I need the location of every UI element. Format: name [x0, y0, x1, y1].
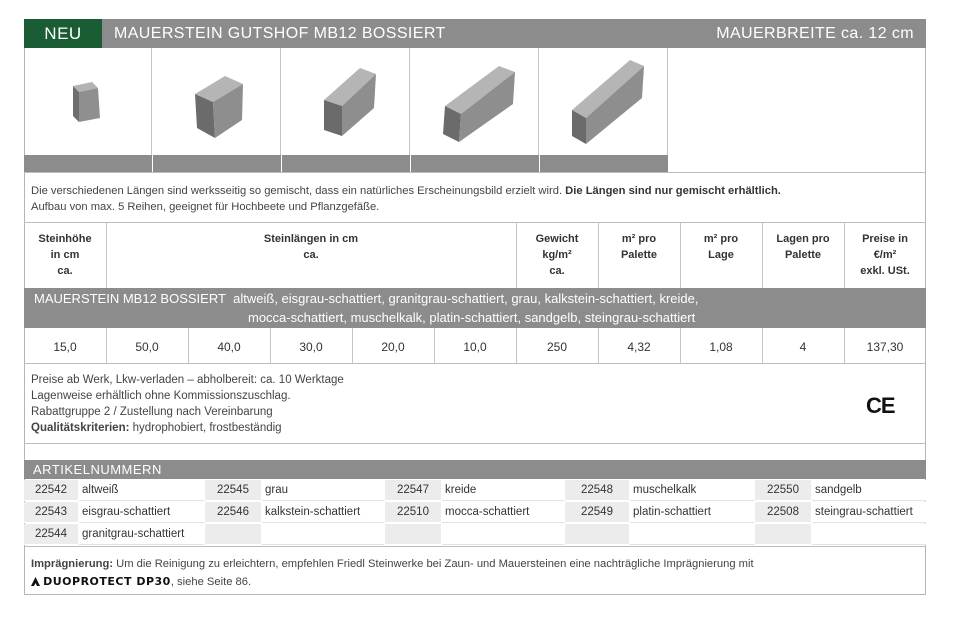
stone-image-4 — [411, 48, 539, 172]
article-number — [565, 524, 630, 545]
col-header-m2-layer: m² pro Lage — [703, 233, 739, 261]
cell-price: 137,30 — [866, 340, 904, 354]
article-color: kalkstein-schattiert — [262, 502, 385, 523]
column-divider — [762, 222, 763, 288]
col-header-weight: Gewicht kg/m² ca. — [535, 233, 579, 277]
cell-length-30: 30,0 — [299, 340, 323, 354]
cell-m2-pallet: 4,32 — [627, 340, 651, 354]
cell-height: 15,0 — [53, 340, 77, 354]
description — [31, 183, 781, 215]
column-divider — [106, 328, 107, 363]
article-color: eisgrau-schattiert — [79, 502, 205, 523]
wall-width: MAUERBREITE ca. 12 cm — [716, 25, 914, 42]
stone-10cm-image — [24, 48, 152, 155]
column-divider — [188, 328, 189, 363]
column-divider — [352, 328, 353, 363]
article-color — [812, 524, 926, 545]
article-number: 22508 — [755, 502, 812, 523]
cell-length-40: 40,0 — [217, 340, 241, 354]
column-divider — [762, 328, 763, 363]
article-color — [262, 524, 385, 545]
impregnation-label: Imprägnierung: — [31, 558, 114, 570]
col-header-price: Preise in €/m² exkl. USt. — [860, 233, 910, 277]
cell-weight: 250 — [546, 340, 568, 354]
article-number: 22545 — [205, 480, 262, 501]
divider — [24, 546, 926, 547]
article-color: kreide — [442, 480, 565, 501]
article-number: 22550 — [755, 480, 812, 501]
image-caption-bar — [411, 155, 539, 172]
column-divider — [844, 222, 845, 288]
image-caption-bar — [540, 155, 668, 172]
divider — [24, 222, 926, 223]
duoprotect-logo-icon — [31, 575, 40, 592]
notes — [31, 372, 344, 436]
stone-image-3 — [282, 48, 410, 172]
divider — [24, 443, 926, 444]
impregnation-note — [31, 556, 754, 592]
col-header-layers: Lagen pro Palette — [776, 233, 830, 261]
stone-image-2 — [153, 48, 281, 172]
note-discount: Rabattgruppe 2 / Zustellung nach Vereinbarung — [31, 406, 273, 418]
product-band-name: MAUERSTEIN MB12 BOSSIERT — [34, 291, 226, 306]
stone-50cm-image — [540, 48, 668, 155]
divider — [24, 172, 926, 173]
article-number: 22548 — [565, 480, 630, 501]
cell-layers: 4 — [799, 340, 807, 354]
impregnation-text: Um die Reinigung zu erleichtern, empfehlen Friedl Steinwerke bei Zaun- und Mauersteinen eine nachträgliche Imprägnierung mit — [113, 558, 754, 570]
note-price: Preise ab Werk, Lkw-verladen – abholbereit: ca. 10 Werktage — [31, 374, 344, 386]
product-title: MAUERSTEIN GUTSHOF MB12 BOSSIERT — [114, 25, 446, 42]
col-header-height: Steinhöhe in cm ca. — [38, 233, 92, 277]
article-color: muschelkalk — [630, 480, 755, 501]
stone-image-5 — [540, 48, 668, 172]
article-number: 22544 — [24, 524, 79, 545]
article-number — [385, 524, 442, 545]
impregnation-suffix: , siehe Seite 86. — [170, 576, 252, 588]
column-divider — [516, 328, 517, 363]
image-caption-bar — [24, 155, 152, 172]
article-color: platin-schattiert — [630, 502, 755, 523]
divider — [24, 363, 926, 364]
article-color: sandgelb — [812, 480, 926, 501]
article-color — [442, 524, 565, 545]
article-number — [205, 524, 262, 545]
description-line2: Aufbau von max. 5 Reihen, geeignet für Hochbeete und Pflanzgefäße. — [31, 201, 380, 213]
description-text: Die verschiedenen Längen sind werksseitig so gemischt, dass ein natürliches Erscheinungsbild erzielt wird. — [31, 185, 563, 197]
stone-40cm-image — [411, 48, 539, 155]
image-caption-bar — [153, 155, 281, 172]
col-header-lengths: Steinlängen in cm ca. — [263, 233, 359, 261]
col-header-m2-pallet: m² pro Palette — [620, 233, 658, 261]
cell-m2-layer: 1,08 — [709, 340, 733, 354]
article-number — [755, 524, 812, 545]
image-caption-bar — [282, 155, 410, 172]
cell-length-50: 50,0 — [135, 340, 159, 354]
cell-length-10: 10,0 — [463, 340, 487, 354]
article-number: 22546 — [205, 502, 262, 523]
product-band-line1 — [34, 290, 698, 307]
article-number: 22549 — [565, 502, 630, 523]
product-band-colors: altweiß, eisgrau-schattiert, granitgrau-schattiert, grau, kalkstein-schattiert, kreide, — [233, 291, 699, 306]
column-divider — [680, 328, 681, 363]
description-bold: Die Längen sind nur gemischt erhältlich. — [565, 185, 781, 197]
column-divider — [106, 222, 107, 288]
product-band-colors-2: mocca-schattiert, muschelkalk, platin-schattiert, sandgelb, steingrau-schattiert — [248, 310, 696, 325]
stone-20cm-image — [153, 48, 281, 155]
column-divider — [598, 222, 599, 288]
article-numbers-header: ARTIKELNUMMERN — [24, 460, 926, 479]
stone-image-1 — [24, 48, 152, 172]
column-divider — [434, 328, 435, 363]
note-layers: Lagenweise erhältlich ohne Kommissionszuschlag. — [31, 390, 291, 402]
stone-30cm-image — [282, 48, 410, 155]
column-divider — [598, 328, 599, 363]
column-divider — [516, 222, 517, 288]
duoprotect-brand: DUOPROTECT DP30 — [43, 575, 171, 588]
new-badge: NEU — [24, 19, 102, 48]
column-divider — [680, 222, 681, 288]
article-color — [630, 524, 755, 545]
article-color: grau — [262, 480, 385, 501]
cell-length-20: 20,0 — [381, 340, 405, 354]
article-color: mocca-schattiert — [442, 502, 565, 523]
article-number: 22547 — [385, 480, 442, 501]
article-color: altweiß — [79, 480, 205, 501]
ce-mark-icon: CE — [866, 393, 895, 418]
article-color: steingrau-schattiert — [812, 502, 926, 523]
article-number: 22510 — [385, 502, 442, 523]
column-divider — [844, 328, 845, 363]
article-number: 22542 — [24, 480, 79, 501]
article-color: granitgrau-schattiert — [79, 524, 205, 545]
note-quality: Qualitätskriterien: hydrophobiert, frostbeständig — [31, 422, 282, 434]
article-number: 22543 — [24, 502, 79, 523]
column-divider — [270, 328, 271, 363]
